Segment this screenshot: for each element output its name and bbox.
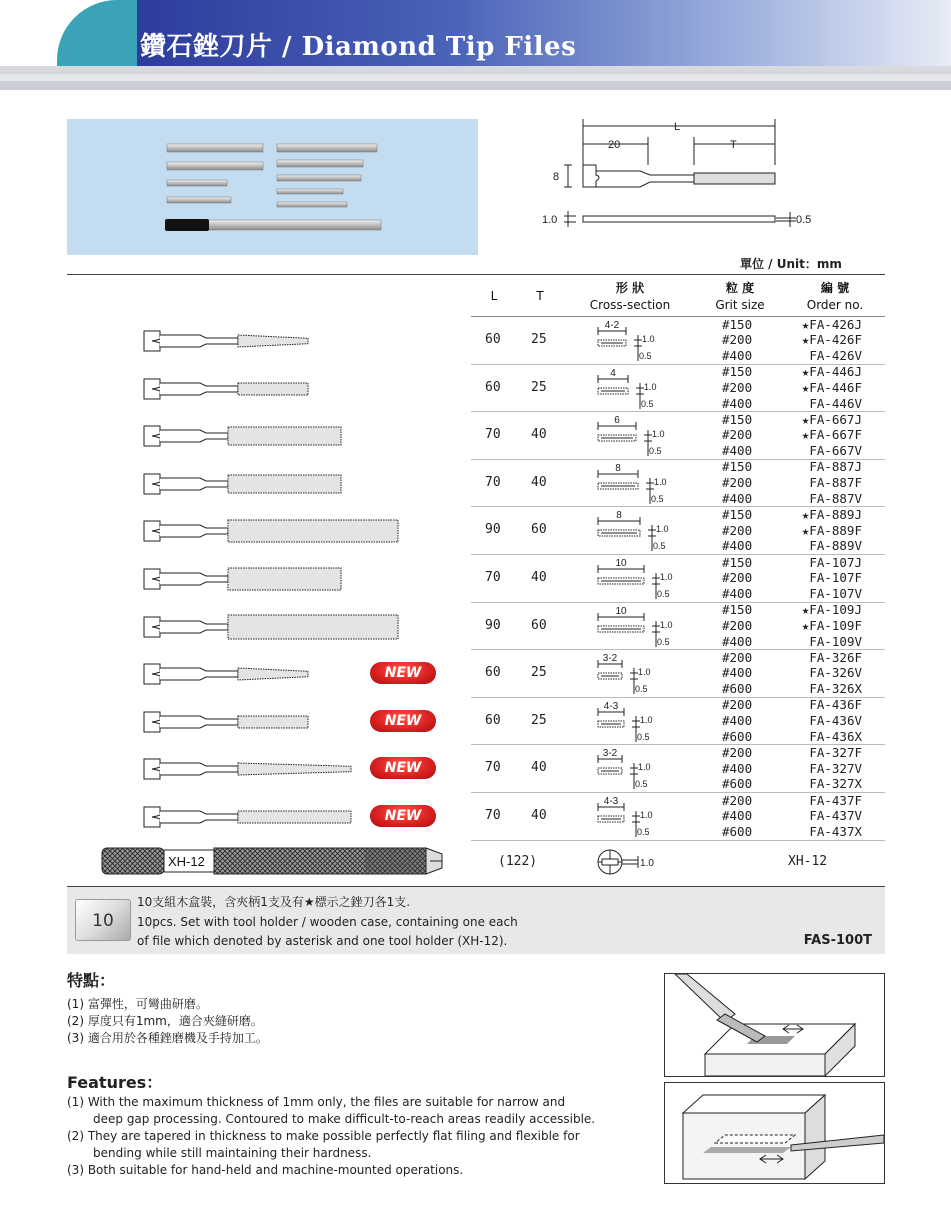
- cross-section: [592, 460, 682, 506]
- length-value: 90: [485, 617, 501, 633]
- order-number: ★FA-426F: [801, 332, 862, 348]
- order-list: [770, 317, 862, 364]
- order-number: FA-436F: [809, 697, 862, 713]
- header-banner: [0, 0, 951, 92]
- grit-size: #600: [722, 824, 753, 840]
- holder-label: XH-12: [168, 854, 205, 869]
- cross-section: [592, 507, 682, 553]
- grit-size: #200: [722, 792, 753, 808]
- grit-size: #200: [722, 649, 753, 665]
- usage-illustration-2: [664, 1082, 885, 1184]
- header-shape-en: Cross-section: [589, 298, 671, 312]
- xs-thick-label: 1.0: [640, 714, 653, 725]
- new-badge: NEW: [370, 805, 436, 827]
- holder-length: (122): [498, 854, 538, 869]
- xs-thick-label: 1.0: [640, 810, 653, 820]
- xs-width-label: 3-2: [602, 653, 618, 665]
- order-number: FA-107V: [809, 586, 862, 602]
- grit-size: #400: [722, 443, 753, 459]
- xs-thin-label: 0.5: [653, 541, 666, 552]
- usage-illustration-1-drawing: [665, 974, 884, 1076]
- grit-size: #200: [722, 617, 753, 633]
- set-line-en1: 10pcs. Set with tool holder / wooden case, containing one each: [137, 914, 518, 929]
- tip-length-value: 40: [531, 760, 547, 776]
- grit-size: #600: [722, 776, 753, 792]
- set-line-zh: 10支組木盒裝，含夾柄1支及有★標示之銼刀各1支.: [137, 895, 411, 909]
- order-number: FA-326F: [809, 649, 862, 665]
- feature-en-1b: deep gap processing. Contoured to make difficult-to-reach areas readily accessible.: [93, 1112, 596, 1126]
- order-number: FA-107F: [809, 570, 862, 586]
- xs-width-label: 10: [615, 558, 627, 569]
- features-en-title: Features：: [67, 1073, 163, 1092]
- xs-thick-label: 1.0: [638, 667, 651, 678]
- order-number: FA-109V: [809, 633, 862, 649]
- feature-en-2b: bending while still maintaining their hardness.: [93, 1146, 372, 1160]
- cross-section: [592, 555, 682, 601]
- tip-length-value: 40: [531, 427, 547, 443]
- grit-size: #400: [722, 490, 753, 506]
- order-number: FA-327X: [809, 776, 862, 792]
- xs-thin-label: 0.5: [635, 684, 648, 695]
- file-handle: [144, 759, 161, 779]
- dim-05: 0.5: [796, 214, 812, 226]
- xs-width-label: 8: [616, 510, 622, 522]
- file-drawing: [140, 365, 440, 413]
- file-diamond-section: [238, 383, 308, 395]
- grit-size: #200: [722, 427, 753, 443]
- cross-section: [592, 793, 682, 839]
- holder-rule: [471, 840, 885, 841]
- tool-holder-xh12: [100, 846, 445, 876]
- file-shank: [160, 335, 238, 347]
- xs-thin-label: 0.5: [649, 446, 662, 457]
- features-en-list: [67, 1094, 595, 1179]
- dim-1: 1.0: [542, 214, 558, 226]
- grit-size: #400: [722, 808, 753, 824]
- length-value: 90: [485, 522, 501, 538]
- feature-en-1a: (1) With the maximum thickness of 1mm only, the files are suitable for narrow and: [67, 1095, 566, 1109]
- cross-section: [592, 650, 682, 696]
- file-shank: [160, 478, 228, 490]
- dim-L: L: [674, 121, 681, 133]
- file-handle: [144, 521, 161, 541]
- set-code: FAS-100T: [803, 933, 872, 948]
- grit-size: #600: [722, 681, 753, 697]
- length-value: 70: [485, 427, 501, 443]
- tip-length-value: 25: [531, 712, 547, 728]
- order-list: [770, 507, 862, 554]
- file-handle: [144, 807, 161, 827]
- grit-size: #400: [722, 633, 753, 649]
- new-badge: NEW: [370, 757, 436, 779]
- order-number: FA-426V: [809, 348, 862, 364]
- grit-size: #200: [722, 570, 753, 586]
- xs-thick-label: 1.0: [642, 334, 655, 344]
- file-shank: [160, 573, 228, 585]
- xs-thin-label: 0.5: [657, 636, 670, 647]
- tip-length-value: 40: [531, 808, 547, 823]
- file-shank: [160, 525, 228, 537]
- tip-length-value: 60: [531, 617, 547, 633]
- order-number: FA-436V: [809, 713, 862, 729]
- order-number: FA-437V: [809, 808, 862, 824]
- xs-width-label: 4-3: [603, 700, 619, 712]
- file-diamond-section: [228, 520, 398, 542]
- file-handle: [144, 426, 161, 446]
- file-shank: [160, 763, 238, 775]
- xs-thick-label: 1.0: [660, 619, 673, 630]
- file-handle: [144, 379, 161, 399]
- xs-width-label: 3-2: [602, 748, 618, 760]
- cross-section: [592, 745, 682, 791]
- order-number: FA-437F: [809, 792, 862, 808]
- page-title: 鑽石銼刀片 / Diamond Tip Files: [140, 32, 577, 62]
- xs-thick-label: 1.0: [638, 762, 651, 773]
- header-grit-en: Grit size: [715, 298, 765, 312]
- file-shank: [160, 668, 238, 680]
- order-number: FA-437X: [809, 824, 862, 840]
- tip-length-value: 60: [531, 522, 547, 538]
- order-list: [770, 697, 862, 744]
- tip-length-value: 25: [531, 332, 547, 347]
- dim-8: 8: [553, 171, 560, 183]
- order-number: FA-667V: [809, 443, 862, 459]
- header-order-en: Order no.: [806, 298, 864, 312]
- tip-length-value: 40: [531, 570, 547, 585]
- cross-section: [592, 365, 682, 411]
- order-number: FA-887J: [809, 459, 862, 475]
- file-handle: [144, 569, 161, 589]
- grit-size: #600: [722, 728, 753, 744]
- xs-thin-label: 0.5: [637, 827, 650, 837]
- order-list: [770, 602, 862, 649]
- xs-thin-label: 0.5: [657, 589, 670, 599]
- xs-thick-label: 1.0: [652, 429, 665, 440]
- order-number: ★FA-446F: [801, 379, 862, 395]
- grit-size: #150: [722, 506, 753, 522]
- order-number: FA-887V: [809, 490, 862, 506]
- product-photo-files: [67, 119, 478, 255]
- grit-size: #150: [722, 554, 753, 570]
- grit-size: #200: [722, 475, 753, 491]
- file-shank: [160, 430, 228, 442]
- feature-en-2a: (2) They are tapered in thickness to make possible perfectly flat filing and flexible for: [67, 1129, 580, 1143]
- grit-size: #200: [722, 697, 753, 713]
- length-value: 60: [485, 379, 501, 395]
- grit-size: #400: [722, 760, 753, 776]
- order-number: FA-107J: [809, 554, 862, 570]
- order-number: ★FA-667J: [801, 411, 862, 427]
- xs-width-label: 8: [615, 462, 621, 474]
- order-number: FA-326V: [809, 665, 862, 681]
- holder-order: XH-12: [788, 854, 828, 869]
- file-handle: [144, 474, 161, 494]
- tip-length-value: 40: [531, 474, 547, 490]
- xs-thick-label: 1.0: [660, 572, 673, 582]
- order-list: [770, 745, 862, 792]
- xs-thick-label: 1.0: [654, 476, 667, 487]
- length-value: 60: [485, 665, 501, 681]
- length-value: 70: [485, 570, 501, 585]
- order-list: [770, 459, 862, 506]
- xs-thin-label: 0.5: [651, 493, 664, 504]
- table-top-rule: [67, 274, 885, 275]
- grit-size: #400: [722, 713, 753, 729]
- xs-thick-label: 1.0: [656, 524, 669, 535]
- header-L: L: [490, 289, 498, 303]
- file-diamond-section: [238, 668, 308, 680]
- header-shape-zh: 形 狀: [615, 281, 645, 295]
- new-badge: NEW: [370, 662, 436, 684]
- file-shank: [160, 811, 238, 823]
- grit-size: #150: [722, 459, 753, 475]
- grit-size: #150: [722, 364, 753, 380]
- order-number: FA-446V: [809, 395, 862, 411]
- file-shank: [160, 383, 238, 395]
- set-count-box: 10: [75, 899, 131, 941]
- header-stripe-light: [0, 74, 951, 81]
- set-box: [67, 886, 885, 954]
- feature-zh-1: (1) 富彈性，可彎曲研磨。: [67, 997, 208, 1011]
- file-handle: [144, 331, 161, 351]
- order-number: FA-889V: [809, 538, 862, 554]
- file-drawing: [140, 603, 440, 651]
- order-number: ★FA-889J: [801, 506, 862, 522]
- file-diamond-section: [238, 335, 308, 347]
- order-number: FA-887F: [809, 475, 862, 491]
- header-T: T: [536, 289, 544, 303]
- holder-thickness: 1.0: [640, 858, 654, 869]
- feature-zh-2: (2) 厚度只有1mm，適合夾縫研磨。: [67, 1014, 263, 1028]
- grit-size: #400: [722, 586, 753, 602]
- order-list: [770, 793, 862, 840]
- order-number: ★FA-109J: [801, 602, 862, 618]
- xs-width-label: 10: [615, 605, 627, 617]
- file-handle: [144, 712, 161, 732]
- order-number: ★FA-667F: [801, 427, 862, 443]
- units-label: 單位 / Unit：mm: [740, 257, 842, 271]
- file-drawing: [140, 317, 440, 365]
- file-diamond-section: [238, 811, 351, 823]
- set-line-en2: of file which denoted by asterisk and one tool holder (XH-12).: [137, 934, 508, 948]
- header-order-zh: 編 號: [820, 281, 850, 295]
- file-diamond-section: [228, 427, 341, 445]
- xs-width-label: 6: [614, 415, 620, 427]
- file-diamond-section: [238, 763, 351, 775]
- dim-20: 20: [608, 139, 621, 151]
- usage-illustration-1: [664, 973, 885, 1077]
- feature-en-3: (3) Both suitable for hand-held and machine-mounted operations.: [67, 1163, 464, 1177]
- grit-size: #200: [722, 744, 753, 760]
- grit-size: #400: [722, 348, 753, 364]
- order-number: ★FA-109F: [801, 617, 862, 633]
- cross-section: [592, 412, 682, 458]
- header-grit-zh: 粒 度: [725, 281, 755, 295]
- order-number: FA-436X: [809, 728, 862, 744]
- grit-size: #150: [722, 316, 753, 332]
- xs-width-label: 4-2: [604, 320, 620, 331]
- xs-width-label: 4: [610, 367, 616, 379]
- order-number: FA-327F: [809, 744, 862, 760]
- order-list: [770, 650, 862, 697]
- file-diamond-section: [228, 568, 341, 590]
- grit-size: #200: [722, 379, 753, 395]
- order-number: ★FA-446J: [801, 364, 862, 380]
- order-number: FA-327V: [809, 760, 862, 776]
- dimension-diagram: [540, 115, 820, 235]
- grit-size: #200: [722, 522, 753, 538]
- file-drawing: [140, 507, 440, 555]
- file-handle: [144, 617, 161, 637]
- order-number: FA-326X: [809, 681, 862, 697]
- file-handle: [144, 664, 161, 684]
- order-number: ★FA-426J: [801, 316, 862, 332]
- tip-length-value: 25: [531, 379, 547, 395]
- product-photo: [67, 119, 478, 255]
- xs-thin-label: 0.5: [641, 398, 654, 409]
- length-value: 60: [485, 712, 501, 728]
- cross-section: [592, 698, 682, 744]
- grit-size: #400: [722, 395, 753, 411]
- cross-section: [592, 603, 682, 649]
- file-drawing: [140, 460, 440, 508]
- grit-size: #150: [722, 411, 753, 427]
- file-shank: [160, 716, 238, 728]
- usage-illustration-2-drawing: [665, 1083, 884, 1183]
- grit-size: #150: [722, 602, 753, 618]
- length-value: 60: [485, 332, 501, 347]
- order-list: [770, 364, 862, 411]
- order-list: [770, 412, 862, 459]
- new-badge: NEW: [370, 710, 436, 732]
- file-drawing: [140, 555, 440, 603]
- file-drawing: [140, 412, 440, 460]
- xs-thick-label: 1.0: [644, 381, 657, 392]
- tip-length-value: 25: [531, 665, 547, 681]
- cross-section: [592, 317, 682, 363]
- xs-width-label: 4-3: [603, 796, 619, 807]
- xs-thin-label: 0.5: [639, 351, 652, 361]
- features-zh-title: 特點：: [67, 971, 116, 990]
- length-value: 70: [485, 760, 501, 776]
- features-zh-list: [67, 996, 268, 1047]
- xs-thin-label: 0.5: [635, 779, 648, 790]
- holder-cross-section: [596, 848, 666, 876]
- length-value: 70: [485, 808, 501, 823]
- header-tab: [57, 0, 137, 66]
- dim-T: T: [730, 139, 737, 151]
- order-list: [770, 555, 862, 602]
- order-number: ★FA-889F: [801, 522, 862, 538]
- feature-zh-3: (3) 適合用於各種銼磨機及手持加工。: [67, 1031, 268, 1045]
- file-shank: [160, 621, 228, 633]
- file-diamond-section: [228, 615, 398, 639]
- file-diamond-section: [238, 716, 308, 728]
- length-value: 70: [485, 474, 501, 490]
- grit-size: #400: [722, 665, 753, 681]
- file-diamond-section: [228, 475, 341, 493]
- grit-size: #400: [722, 538, 753, 554]
- grit-size: #200: [722, 332, 753, 348]
- xs-thin-label: 0.5: [637, 731, 650, 742]
